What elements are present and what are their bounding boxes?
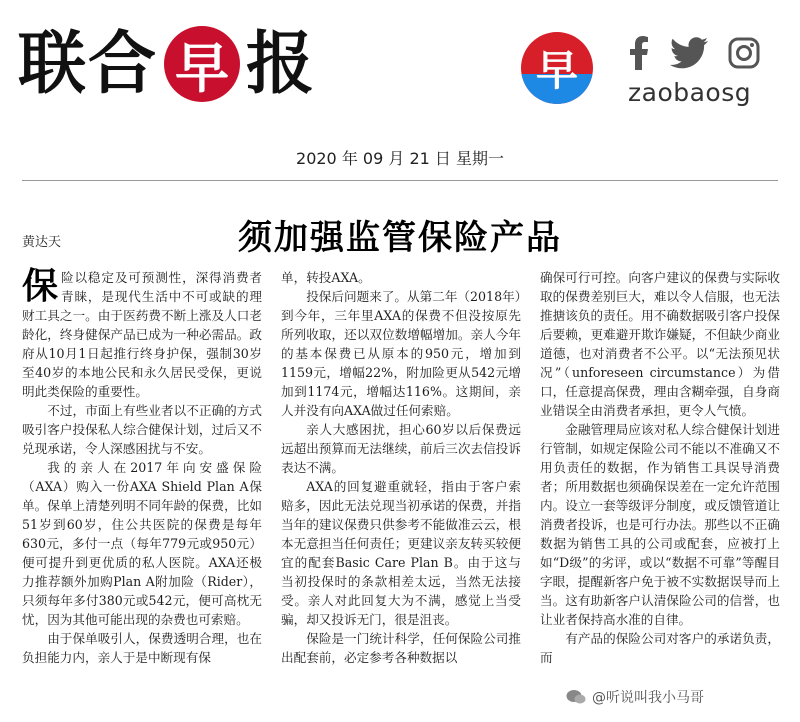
paragraph-text: 险以稳定及可预测性，深得消费者青睐，是现代生活中不可或缺的理财工具之一。由于医药费不断上涨及人口老龄化，终身健保产品已成为一种必需品。政府从10月1日起推行终身护保，强制30岁至40岁的本地公民和永久居民受保，更说明此类保险的重要性。 (22, 270, 262, 399)
logo-char-3-circle: 早 (164, 26, 240, 102)
logo-char-1: 联 (18, 24, 89, 104)
article-headline: 须加强监管保险产品 (238, 218, 562, 258)
drop-cap: 保 (22, 266, 59, 307)
logo-char-4: 报 (246, 24, 317, 104)
app-badge-icon[interactable] (521, 32, 593, 104)
paragraph: 不过，市面上有些业者以不正确的方式吸引客户投保私人综合健保计划，过后又不兑现承诺，令人深感困扰与不安。 (22, 403, 262, 456)
paragraph: 我的亲人在2017年向安盛保险（AXA）购入一份AXA Shield Plan A保单。保单上清楚列明不同年龄的保费，比如51岁到60岁，住公共医院的保费是每年630元，多付一点（每年779元或950元）便可提升到更优质的私人医院。AXA还极力推荐额外加购Plan A附加险（Rider），只须每年多付380元或542元，便可高枕无忧，因为其他可能出现的杂费也可索赔。 (22, 460, 262, 627)
paragraph: 保险是一门统计科学，任何保险公司推出配套前，必定参考各种数据以 (281, 631, 521, 665)
article-column-3 (540, 268, 780, 667)
paragraph: 确保可行可控。向客户建议的保费与实际收取的保费差别巨大，难以令人信服，也无法推搪该负的责任。用不确数据吸引客户投保后要赖，更难避开欺诈嫌疑，不但缺少商业道德，也对消费者不公平。以“无法预见状况”（unforeseen circumstance）为借口，任意提高保费，理由含糊牵强，自身商业错误全由消费者承担，更令人气愤。 (540, 270, 780, 418)
watermark (560, 684, 710, 710)
badge-glyph: 早 (535, 46, 578, 95)
paragraph: 由于保单吸引人，保费透明合理，也在负担能力内，亲人于是中断现有保 (22, 631, 262, 665)
paragraph: 单，转投AXA。 (281, 270, 371, 285)
twitter-icon[interactable] (670, 37, 708, 69)
paragraph: 金融管理局应该对私人综合健保计划进行管制，如规定保险公司不能以不准确又不用负责任的数据，作为销售工具误导消费者；所用数据也须确保误差在一定允许范围内。设立一套等级评分制度，或反馈管道让消费者投诉，也是可行办法。那些以不正确数据为销售工具的公司或配套，应被打上如“D级”的劣评，或以“数据不可靠”等醒目字眼，提醒新客户免于被不实数据误导而上当。这有助新客户认清保险公司的信誉，也让业者保持高水准的自律。 (540, 422, 780, 627)
zaobao-logo[interactable] (18, 24, 316, 104)
social-handle[interactable]: zaobaosg (628, 78, 752, 107)
watermark-text: @听说叫我小马哥 (592, 690, 704, 706)
wechat-icon (566, 689, 586, 705)
paragraph: 有产品的保险公司对客户的承诺负责，而 (540, 631, 780, 665)
paragraph: AXA的回复避重就轻，指由于客户索赔多，因此无法兑现当初承诺的保费，并指当年的建议保费只供参考不能做准云云，根本无意担当任何责任；更建议亲友转买较便宜的配套Basic Care Plan B。由于这与当初投保时的条款相差太远，当然无法接受。亲人对此回复大为不满，感觉上当受骗，却又投诉无门，很是沮丧。 (281, 479, 521, 627)
logo-char-2: 合 (88, 24, 159, 104)
byline: 黄达天 (22, 235, 62, 250)
article-column-2 (281, 268, 521, 667)
instagram-icon[interactable] (728, 37, 760, 69)
article-column-1 (22, 268, 262, 667)
paragraph (22, 268, 262, 401)
masthead (0, 0, 800, 130)
social-icons (628, 36, 760, 70)
paragraph: 投保后问题来了。从第二年（2018年）到今年，三年里AXA的保费不但没按原先所列收取，还以双位数增幅增加。亲人今年的基本保费已从原本的950元，增加到1159元，增幅22%，附加险更从542元增加到1174元，增幅达116%。这期间，亲人并没有向AXA做过任何索赔。 (281, 289, 521, 418)
paragraph: 亲人大感困扰，担心60岁以后保费远远超出预算而无法继续，前后三次去信投诉表达不满。 (281, 422, 521, 475)
facebook-icon[interactable] (628, 36, 650, 70)
top-divider (22, 180, 778, 181)
issue-date: 2020 年 09 月 21 日 星期一 (296, 149, 504, 168)
